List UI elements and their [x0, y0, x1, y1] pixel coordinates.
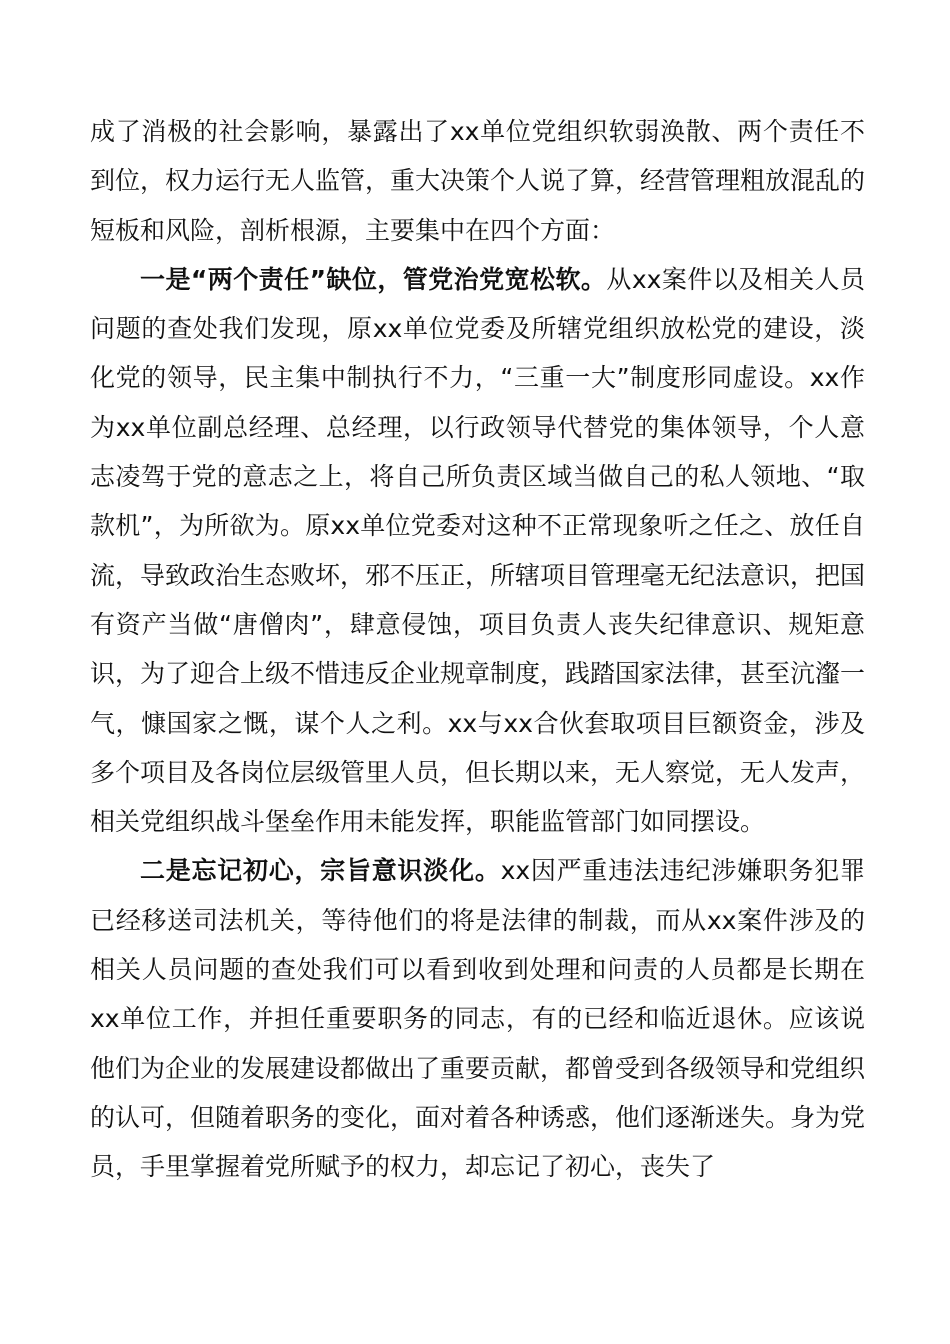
document-body	[90, 107, 865, 1192]
paragraph-lead-heading: 一是“两个责任”缺位，管党治党宽松软。	[140, 264, 607, 294]
paragraph-point-two	[90, 846, 865, 1191]
paragraph-lead-heading: 二是忘记初心，宗旨意识淡化。	[140, 856, 501, 886]
paragraph-text: xx因严重违法违纪涉嫌职务犯罪已经移送司法机关，等待他们的将是法律的制裁，而从xx案件涉及的相关人员问题的查处我们可以看到收到处理和问责的人员都是长期在xx单位工作，并担任重要职务的同志，有的已经和临近退休。应该说他们为企业的发展建设都做出了重要贡献，都曾受到各级领导和党组织的认可，但随着职务的变化，面对着各种诱惑，他们逐渐迷失。身为党员，手里掌握着党所赋予的权力，却忘记了初心，丧失了	[90, 856, 866, 1182]
paragraph-text: 成了消极的社会影响，暴露出了xx单位党组织软弱涣散、两个责任不到位，权力运行无人监管，重大决策个人说了算，经营管理粗放混乱的短板和风险，剖析根源，主要集中在四个方面：	[90, 117, 866, 245]
paragraph-point-one	[90, 255, 865, 847]
paragraph-text: 从xx案件以及相关人员问题的查处我们发现，原xx单位党委及所辖党组织放松党的建设，淡化党的领导，民主集中制执行不力，“三重一大”制度形同虚设。xx作为xx单位副总经理、总经理，以行政领导代替党的集体领导，个人意志凌驾于党的意志之上，将自己所负责区域当做自己的私人领地、“取款机”，为所欲为。原xx单位党委对这种不正常现象听之任之、放任自流，导致政治生态败坏，邪不压正，所辖项目管理毫无纪法意识，把国有资产当做“唐僧肉”，肆意侵蚀，项目负责人丧失纪律意识、规矩意识，为了迎合上级不惜违反企业规章制度，践踏国家法律，甚至沆瀣一气，慷国家之慨，谋个人之利。xx与xx合伙套取项目巨额资金，涉及多个项目及各岗位层级管里人员，但长期以来，无人察觉，无人发声，相关党组织战斗堡垒作用未能发挥，职能监管部门如同摆设。	[90, 264, 866, 837]
paragraph-intro-continuation	[90, 107, 865, 255]
